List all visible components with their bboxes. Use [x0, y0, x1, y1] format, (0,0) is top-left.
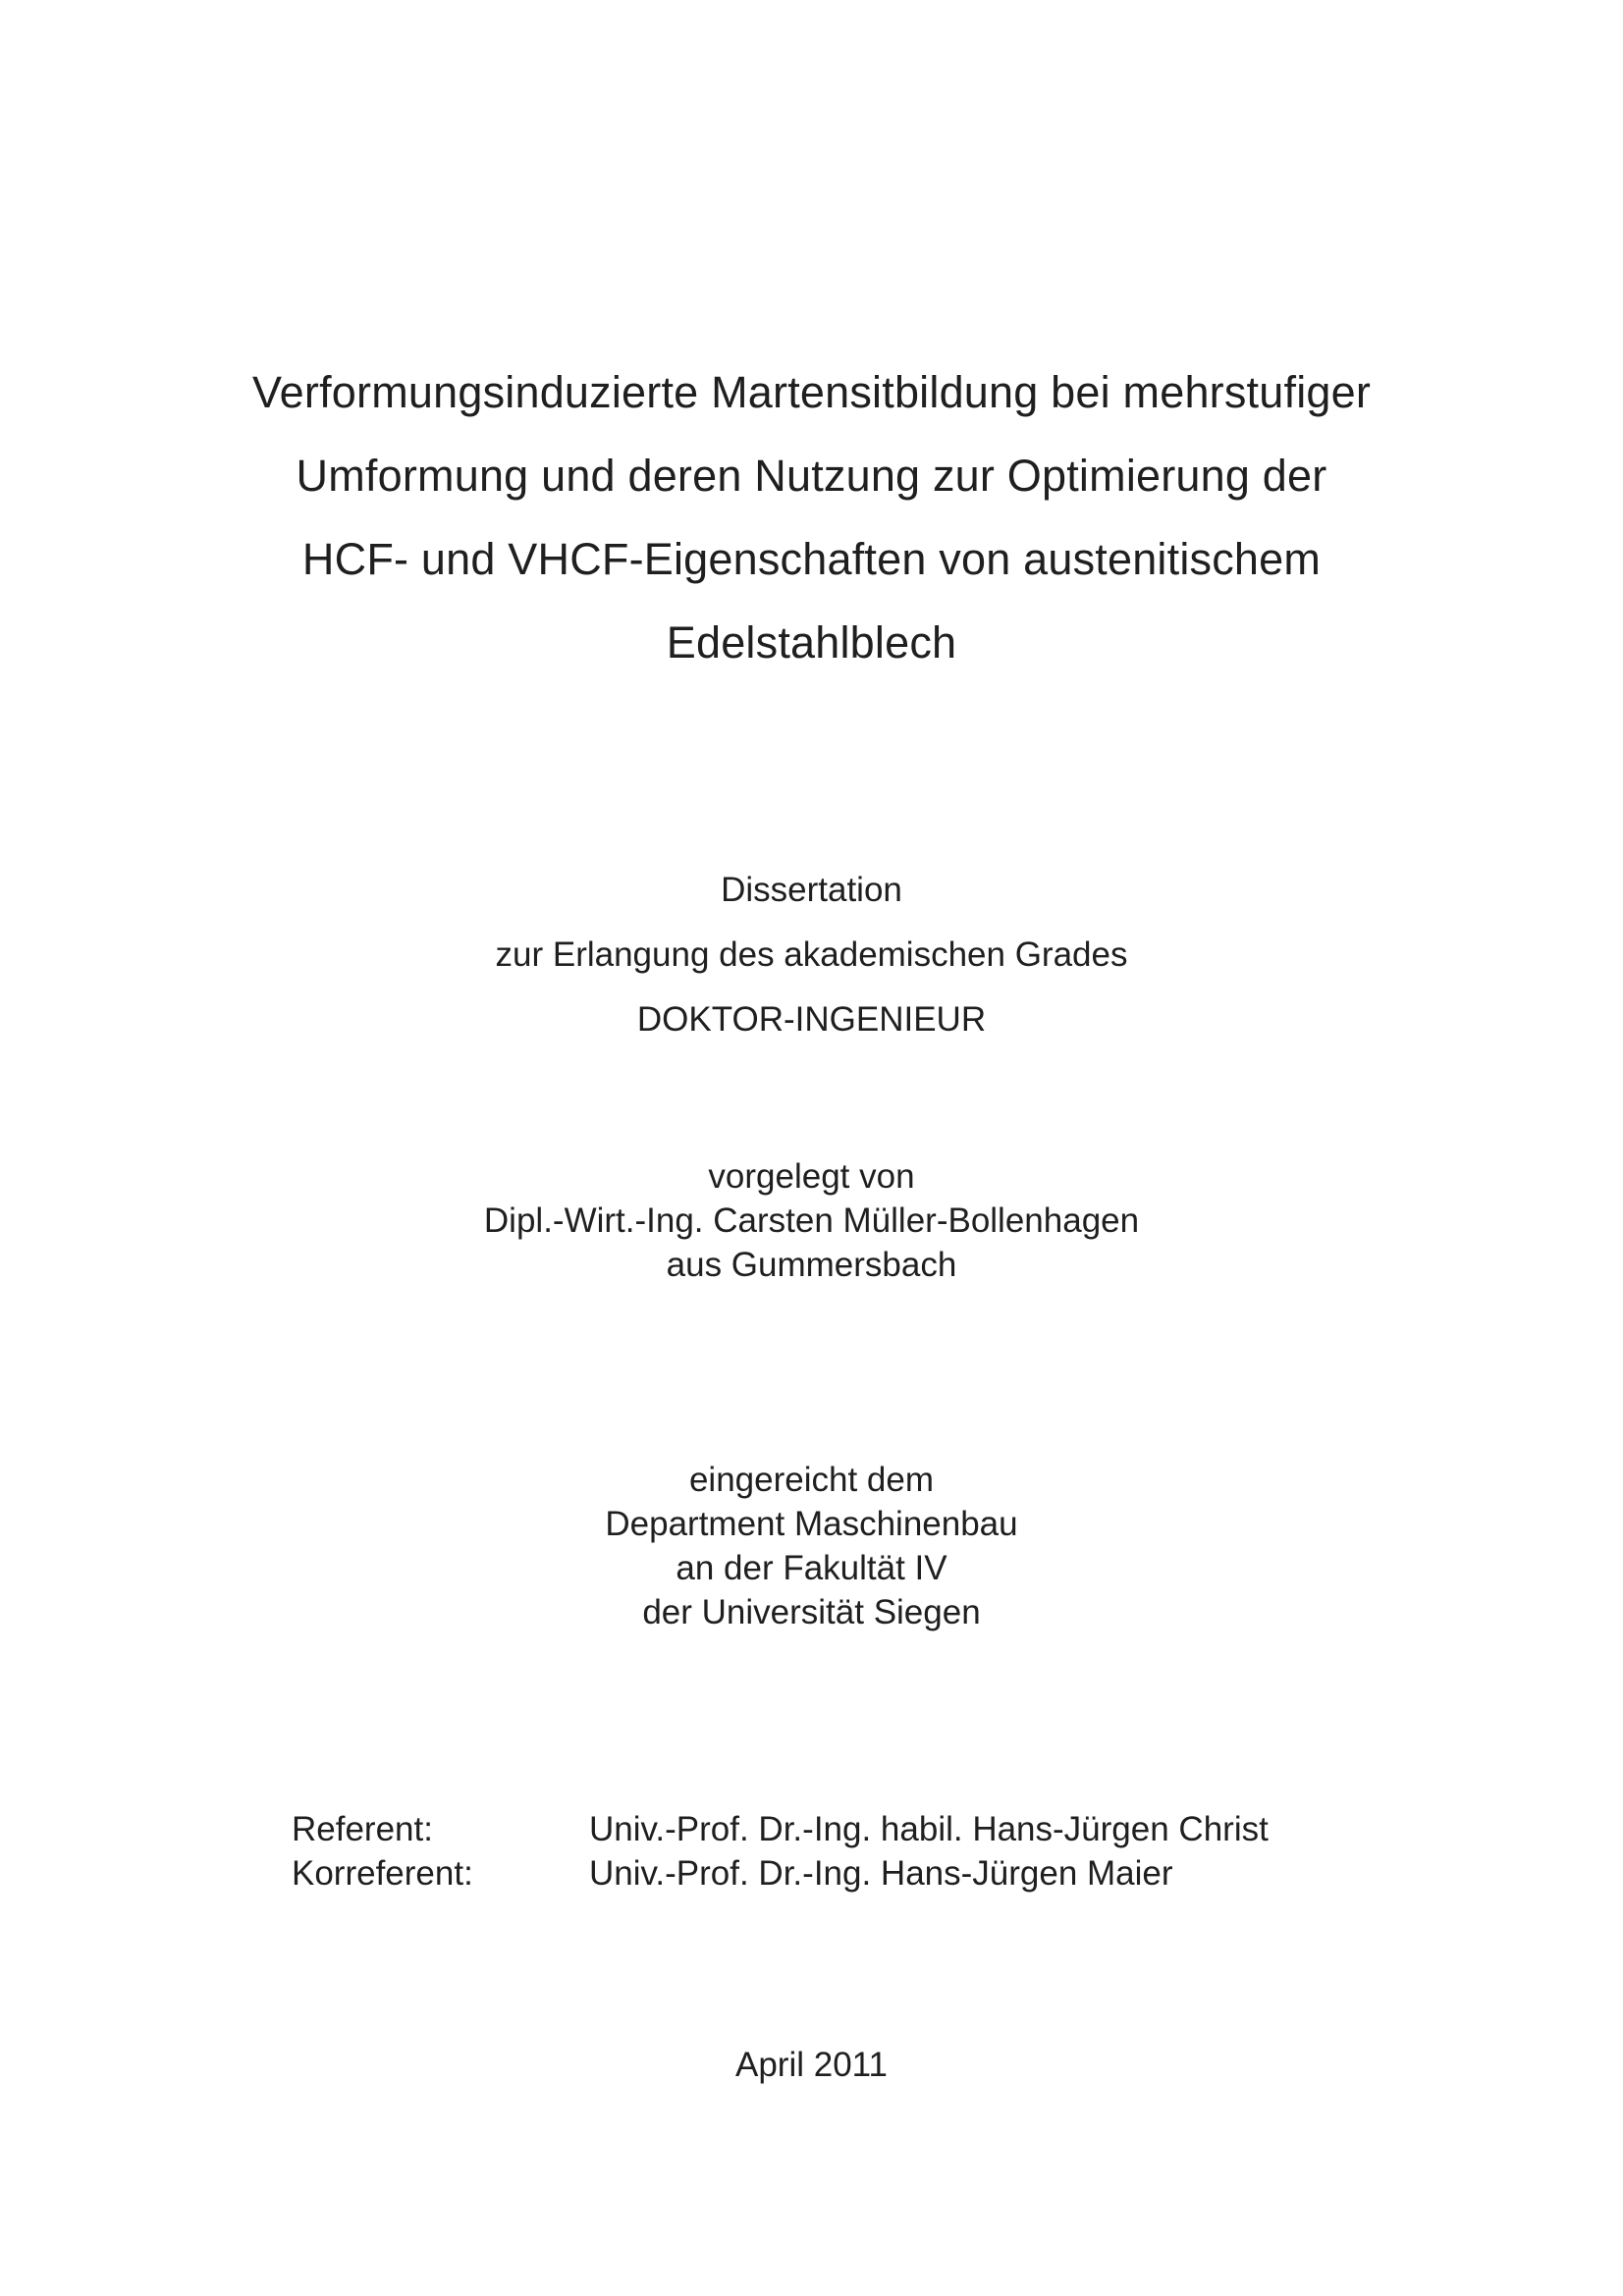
author-intro: vorgelegt von	[708, 1157, 915, 1196]
title-line-4: Edelstahlblech	[666, 617, 957, 667]
submission-faculty: an der Fakultät IV	[676, 1549, 947, 1587]
title-line-3: HCF- und VHCF-Eigenschaften von austenitischem	[301, 534, 1322, 584]
author-name: Dipl.-Wirt.-Ing. Carsten Müller-Bollenhagen	[483, 1201, 1140, 1240]
referee-label: Referent:	[292, 1810, 433, 1848]
submission-date: April 2011	[734, 2046, 888, 2084]
author-origin: aus Gummersbach	[666, 1246, 957, 1284]
degree-purpose: zur Erlangung des akademischen Grades	[495, 935, 1128, 974]
degree-grade: DOKTOR-INGENIEUR	[636, 1000, 987, 1039]
title-line-1: Verformungsinduzierte Martensitbildung bei mehrstufiger	[251, 367, 1372, 417]
submission-intro: eingereicht dem	[688, 1461, 935, 1499]
coreferee-name: Univ.-Prof. Dr.-Ing. Hans-Jürgen Maier	[589, 1854, 1173, 1893]
submission-department: Department Maschinenbau	[605, 1505, 1018, 1543]
title-line-2: Umformung und deren Nutzung zur Optimierung der	[296, 451, 1327, 501]
referee-name: Univ.-Prof. Dr.-Ing. habil. Hans-Jürgen Christ	[589, 1810, 1269, 1848]
degree-type: Dissertation	[721, 871, 902, 909]
submission-university: der Universität Siegen	[642, 1593, 981, 1631]
coreferee-label: Korreferent:	[292, 1854, 473, 1893]
